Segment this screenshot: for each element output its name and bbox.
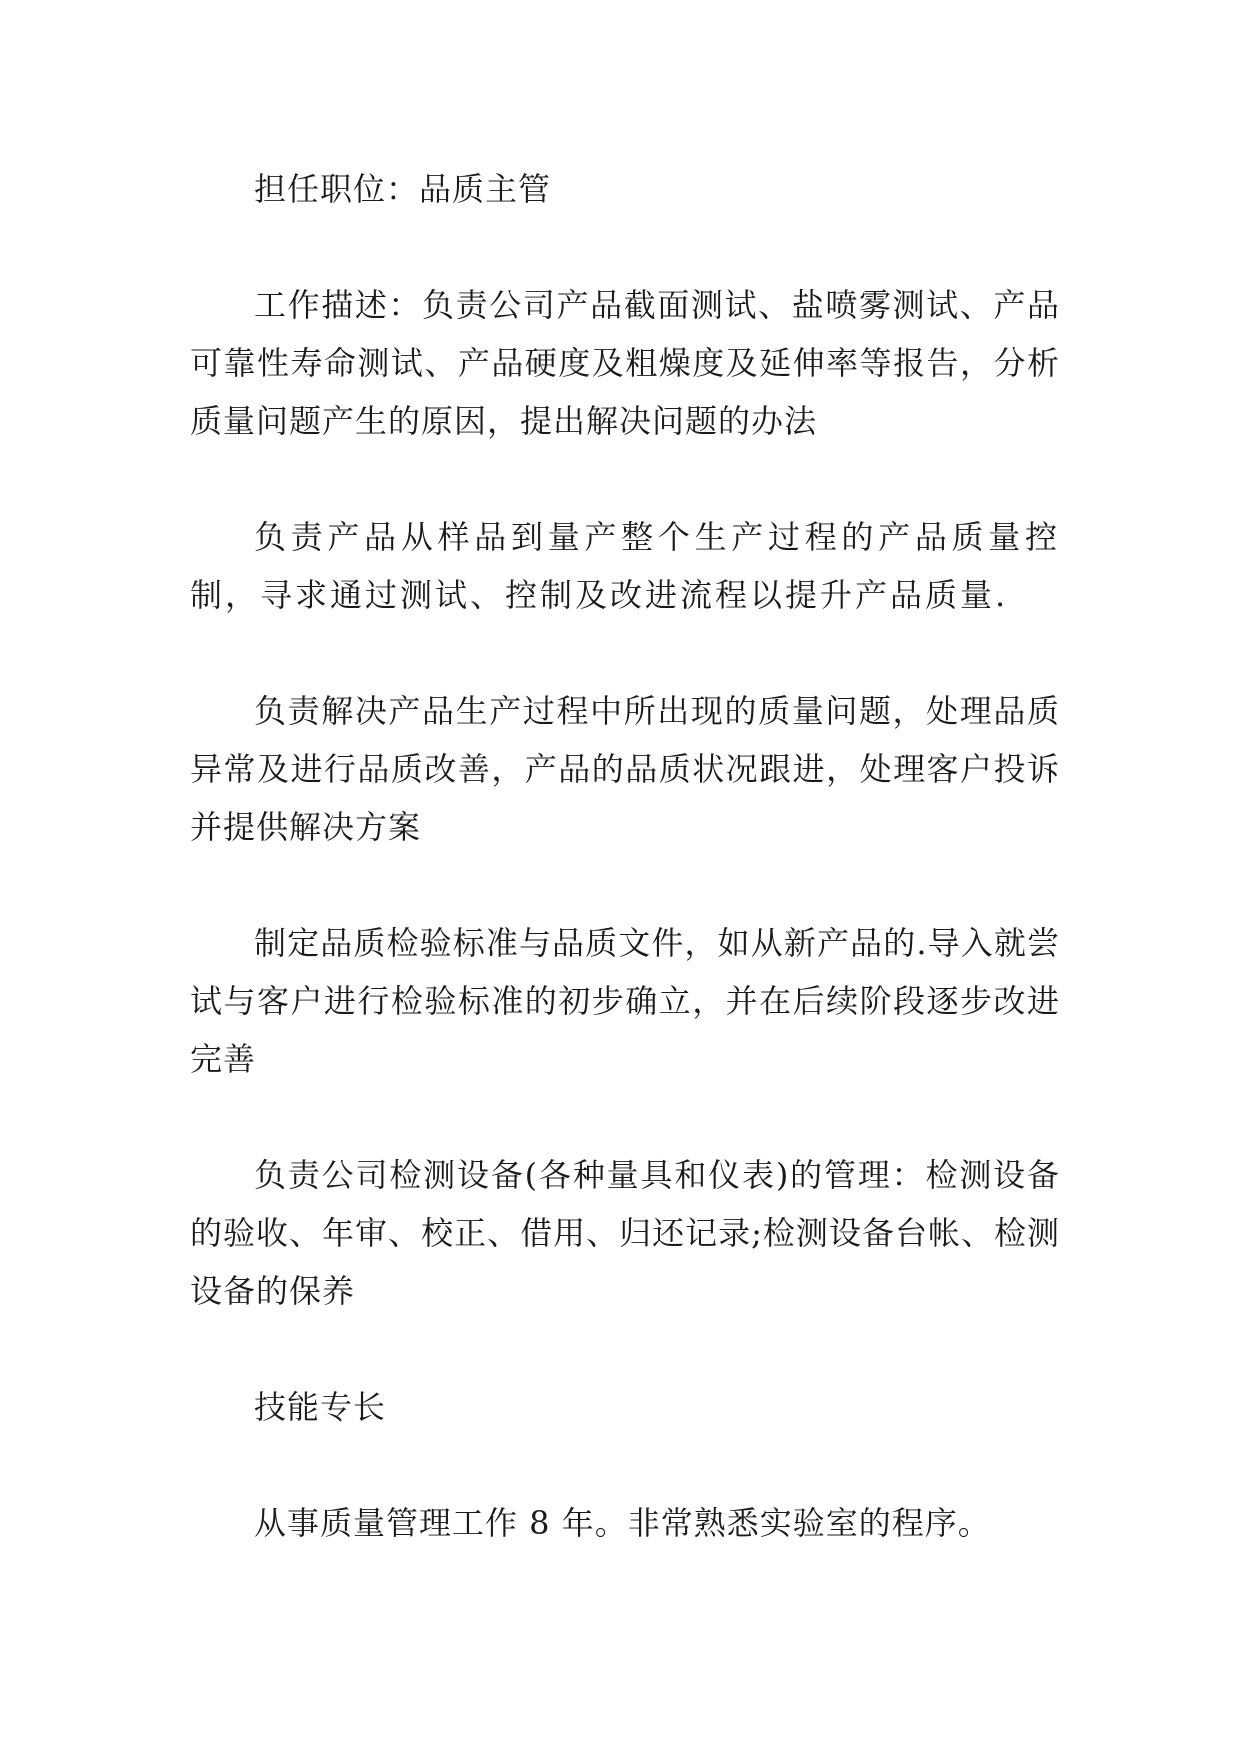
quality-control-paragraph: 负责产品从样品到量产整个生产过程的产品质量控制，寻求通过测试、控制及改进流程以提升产品质量. [190, 518, 1060, 614]
problem-solving-paragraph: 负责解决产品生产过程中所出现的质量问题，处理品质异常及进行品质改善，产品的品质状况跟进，处理客户投诉并提供解决方案 [190, 692, 1060, 846]
inspection-standards-paragraph: 制定品质检验标准与品质文件，如从新产品的.导入就尝试与客户进行检验标准的初步确立，并在后续阶段逐步改进完善 [190, 924, 1060, 1078]
experience-paragraph: 从事质量管理工作 8 年。非常熟悉实验室的程序。 [254, 1504, 991, 1542]
job-description-paragraph: 工作描述：负责公司产品截面测试、盐喷雾测试、产品可靠性寿命测试、产品硬度及粗燥度及延伸率等报告，分析质量问题产生的原因，提出解决问题的办法 [190, 286, 1060, 440]
position-paragraph: 担任职位：品质主管 [254, 170, 552, 208]
skills-heading: 技能专长 [254, 1388, 387, 1426]
equipment-management-paragraph: 负责公司检测设备(各种量具和仪表)的管理：检测设备的验收、年审、校正、借用、归还记录;检测设备台帐、检测设备的保养 [190, 1156, 1060, 1310]
document-body [190, 160, 1060, 1610]
